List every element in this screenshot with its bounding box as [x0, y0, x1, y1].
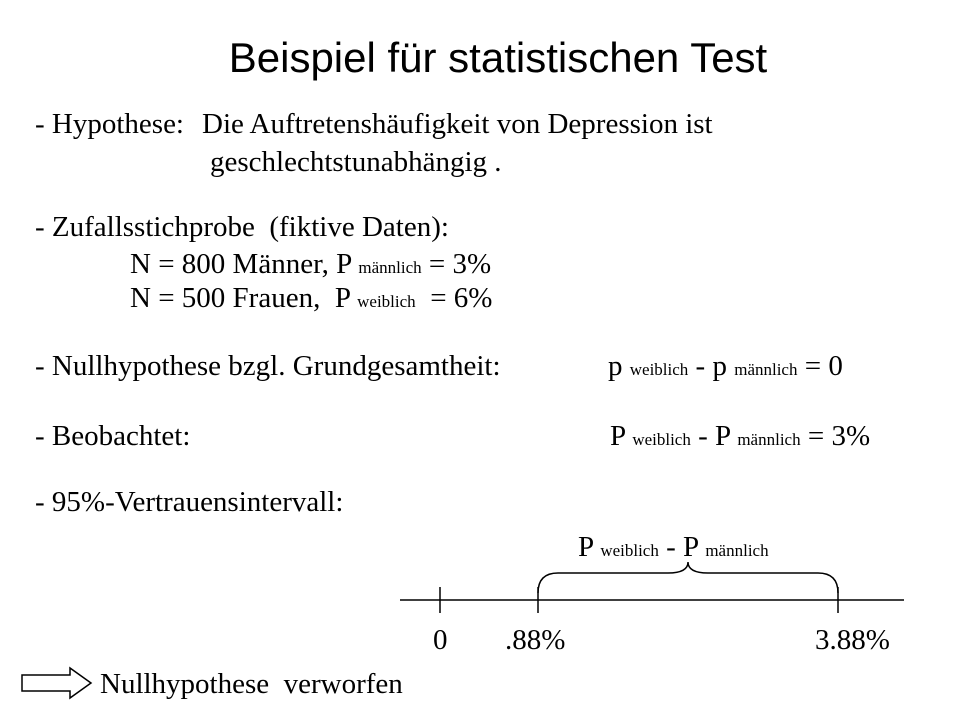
observed-sub-weiblich: weiblich — [632, 430, 691, 449]
confidence-label: - 95%-Vertrauensintervall: — [35, 486, 344, 518]
brace-minus-p: - P — [666, 531, 699, 563]
sample-heading: - Zufallsstichprobe (fiktive Daten): — [35, 211, 449, 243]
arrow-icon — [22, 668, 91, 698]
brace-p-weiblich: P — [578, 531, 594, 563]
hypothesis-line-2: geschlechtstunabhängig . — [210, 146, 502, 178]
sample-men-subscript: männlich — [358, 258, 422, 277]
interval-brace — [538, 562, 838, 593]
conclusion-text: Nullhypothese verworfen — [100, 668, 403, 700]
hypothesis-label: - Hypothese: — [35, 108, 184, 140]
observed-sub-maennlich: männlich — [737, 430, 801, 449]
hypothesis-line-1: Die Auftretenshäufigkeit von Depression ist — [202, 108, 713, 140]
null-minus-p: - p — [695, 350, 727, 382]
sample-men-value: = 3% — [428, 248, 492, 280]
tick-lower-label: .88% — [505, 624, 566, 656]
brace-sub-maennlich: männlich — [705, 541, 769, 560]
null-hypothesis-label: - Nullhypothese bzgl. Grundgesamtheit: — [35, 350, 501, 382]
null-sub-weiblich: weiblich — [629, 360, 689, 379]
sample-women-value: = 6% — [430, 282, 493, 314]
tick-upper-label: 3.88% — [815, 624, 890, 656]
null-result: = 0 — [804, 350, 843, 382]
sample-women-subscript: weiblich — [357, 292, 416, 311]
null-sub-maennlich: männlich — [734, 360, 798, 379]
brace-sub-weiblich: weiblich — [600, 541, 659, 560]
sample-men-prefix: N = 800 Männer, P — [130, 248, 352, 280]
tick-zero-label: 0 — [433, 624, 448, 656]
observed-label: - Beobachtet: — [35, 420, 191, 452]
observed-minus-p: - P — [698, 420, 731, 452]
observed-result: = 3% — [807, 420, 871, 452]
sample-women-prefix: N = 500 Frauen, P — [130, 282, 350, 314]
slide-title: Beispiel für statistischen Test — [228, 34, 768, 81]
null-p-weiblich: p — [608, 350, 623, 382]
observed-p-weiblich: P — [610, 420, 626, 452]
